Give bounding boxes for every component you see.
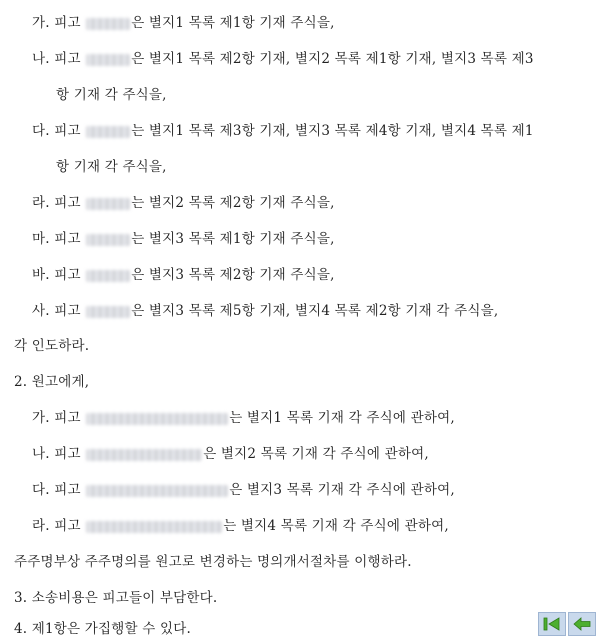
item-text: 은 별지1 목록 제2항 기재, 별지2 목록 제1항 기재, 별지3 목록 제3 bbox=[131, 51, 534, 67]
back-button[interactable] bbox=[568, 612, 596, 636]
order-item-1-ra bbox=[32, 194, 335, 212]
item-prefix: 다. 피고 bbox=[32, 123, 86, 139]
item-text: 는 별지4 목록 기재 각 주식에 관하여, bbox=[223, 518, 449, 534]
item-prefix: 바. 피고 bbox=[32, 267, 86, 283]
redacted-name bbox=[86, 413, 228, 425]
order-2-heading: 2. 원고에게, bbox=[14, 374, 90, 390]
order-3: 3. 소송비용은 피고들이 부담한다. bbox=[14, 590, 218, 606]
item-text: 은 별지1 목록 제1항 기재 주식을, bbox=[131, 15, 335, 31]
order-1-closing: 각 인도하라. bbox=[14, 338, 90, 354]
redacted-name bbox=[86, 485, 228, 497]
order-2-closing: 주주명부상 주주명의를 원고로 변경하는 명의개서절차를 이행하라. bbox=[14, 554, 412, 570]
order-item-1-ba bbox=[32, 266, 335, 284]
order-item-1-ga bbox=[32, 14, 335, 32]
order-4: 4. 제1항은 가집행할 수 있다. bbox=[14, 621, 191, 637]
order-item-2-da bbox=[32, 481, 455, 499]
item-prefix: 나. 피고 bbox=[32, 446, 86, 462]
redacted-name bbox=[86, 126, 130, 138]
redacted-name bbox=[86, 270, 130, 282]
order-item-1-ma bbox=[32, 230, 335, 248]
redacted-name bbox=[86, 306, 130, 318]
item-text: 은 별지3 목록 기재 각 주식에 관하여, bbox=[229, 482, 455, 498]
page-navigation bbox=[538, 612, 596, 636]
first-page-button[interactable] bbox=[538, 612, 566, 636]
redacted-name bbox=[86, 54, 130, 66]
order-item-1-sa bbox=[32, 302, 498, 320]
back-arrow-icon bbox=[572, 616, 592, 632]
item-text: 은 별지3 목록 제5항 기재, 별지4 목록 제2항 기재 각 주식을, bbox=[131, 303, 499, 319]
order-item-2-ra bbox=[32, 517, 449, 535]
redacted-name bbox=[86, 198, 130, 210]
item-text: 는 별지3 목록 제1항 기재 주식을, bbox=[131, 231, 335, 247]
item-text: 은 별지2 목록 기재 각 주식에 관하여, bbox=[203, 446, 429, 462]
item-prefix: 라. 피고 bbox=[32, 195, 86, 211]
redacted-name bbox=[86, 521, 222, 533]
order-item-2-ga bbox=[32, 409, 455, 427]
order-item-1-da bbox=[32, 122, 534, 140]
item-prefix: 마. 피고 bbox=[32, 231, 86, 247]
first-page-icon bbox=[542, 616, 562, 632]
item-prefix: 사. 피고 bbox=[32, 303, 86, 319]
item-prefix: 라. 피고 bbox=[32, 518, 86, 534]
item-text: 는 별지2 목록 제2항 기재 주식을, bbox=[131, 195, 335, 211]
item-prefix: 가. 피고 bbox=[32, 15, 86, 31]
item-text: 는 별지1 목록 제3항 기재, 별지3 목록 제4항 기재, 별지4 목록 제1 bbox=[131, 123, 534, 139]
item-prefix: 가. 피고 bbox=[32, 410, 86, 426]
order-item-1-na-cont: 항 기재 각 주식을, bbox=[56, 87, 167, 103]
order-item-1-na bbox=[32, 50, 534, 68]
redacted-name bbox=[86, 18, 130, 30]
item-prefix: 나. 피고 bbox=[32, 51, 86, 67]
item-prefix: 다. 피고 bbox=[32, 482, 86, 498]
item-text: 은 별지3 목록 제2항 기재 주식을, bbox=[131, 267, 335, 283]
redacted-name bbox=[86, 449, 202, 461]
redacted-name bbox=[86, 234, 130, 246]
order-item-2-na bbox=[32, 445, 429, 463]
order-item-1-da-cont: 항 기재 각 주식을, bbox=[56, 159, 167, 175]
item-text: 는 별지1 목록 기재 각 주식에 관하여, bbox=[229, 410, 455, 426]
